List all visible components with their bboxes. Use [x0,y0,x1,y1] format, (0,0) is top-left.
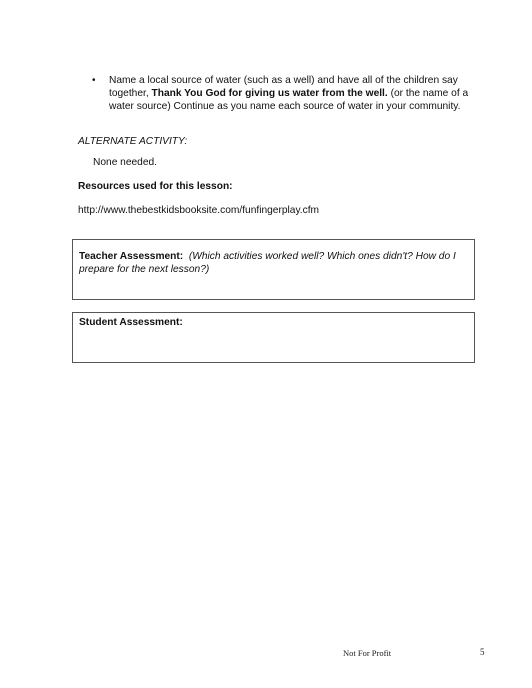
student-assessment-box [72,312,475,363]
instruction-text-start: Name a local source of water (such as a well) and have all of the children say together, [109,75,458,99]
teacher-assessment-content [79,250,467,276]
page-number: 5 [480,647,485,657]
student-assessment-label: Student Assessment: [79,317,183,328]
alternate-activity-heading: ALTERNATE ACTIVITY: [78,136,188,147]
prayer-phrase: Thank You God for giving us water from the well. [151,88,388,99]
resources-heading: Resources used for this lesson: [78,181,233,192]
teacher-assessment-box [72,239,475,300]
footer-text: Not For Profit [343,648,392,658]
activity-instruction [109,74,484,113]
student-assessment-content [79,316,467,329]
alternate-activity-body: None needed. [93,157,158,168]
bullet-marker: • [92,75,96,86]
teacher-assessment-label: Teacher Assessment: [79,251,184,262]
instruction-text-end: (or the name of a water source) Continue as you name each source of water in your community. [109,88,469,112]
teacher-assessment-prompt: (Which activities worked well? Which ones didn't? How do I prepare for the next lesson?) [79,251,456,275]
resource-link[interactable]: http://www.thebestkidsbooksite.com/funfingerplay.cfm [78,205,320,216]
